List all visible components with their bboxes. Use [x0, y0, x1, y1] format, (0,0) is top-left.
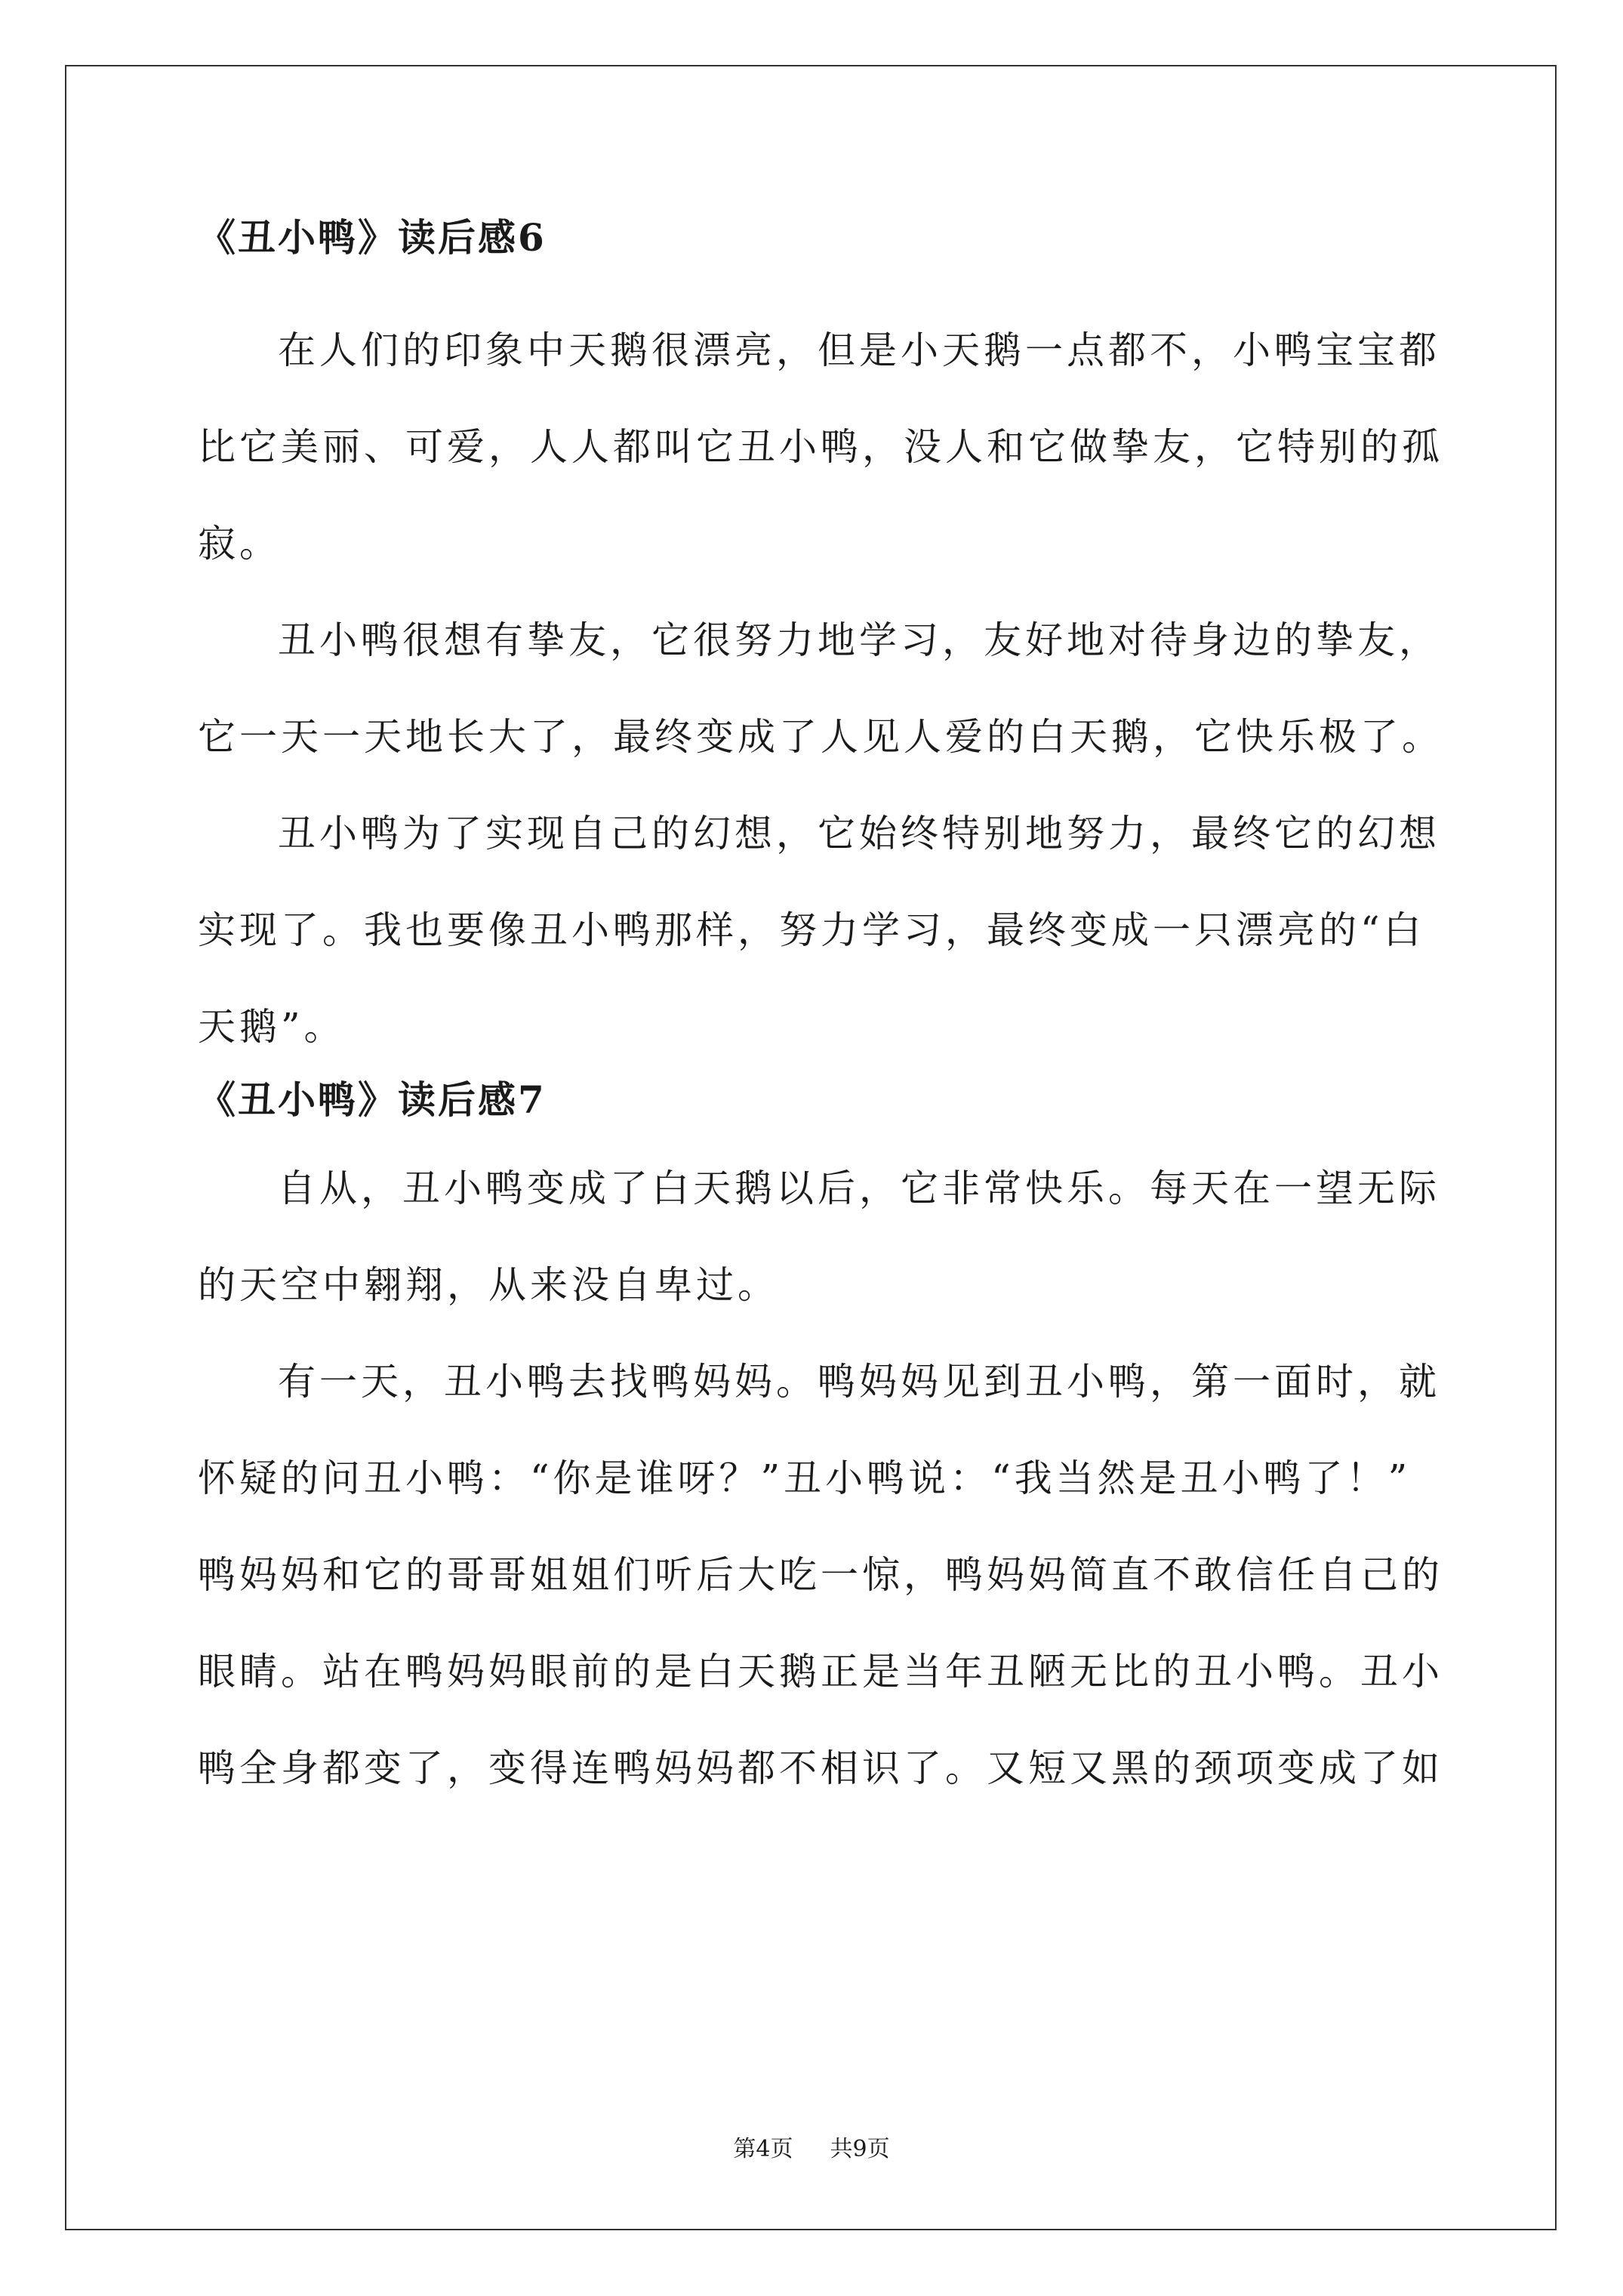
paragraph — [198, 1333, 1443, 1817]
paragraph-line: 有一天，丑小鸭去找鸭妈妈。鸭妈妈见到丑小鸭，第一面时，就 — [278, 1360, 1440, 1404]
total-pages-label: 共9页 — [830, 2136, 890, 2162]
paragraph — [198, 785, 1440, 1075]
paragraph-line: 比它美丽、可爱，人人都叫它丑小鸭，没人和它做挚友，它特别的孤 — [198, 425, 1443, 469]
paragraph-line: 鸭妈妈和它的哥哥姐姐们听后大吃一惊，鸭妈妈简直不敢信任自己的 — [198, 1553, 1443, 1597]
paragraph-line: 丑小鸭为了实现自己的幻想，它始终特别地努力，最终它的幻想 — [278, 812, 1440, 855]
page-number-label: 第4页 — [733, 2136, 793, 2162]
paragraph-line: 鸭全身都变了，变得连鸭妈妈都不相识了。又短又黑的颈项变成了如 — [198, 1746, 1443, 1790]
paragraph — [198, 592, 1443, 785]
paragraph-line: 天鹅”。 — [198, 1005, 346, 1049]
paragraph-line: 它一天一天地长大了，最终变成了人见人爱的白天鹅，它快乐极了。 — [198, 715, 1443, 759]
paragraph-line: 在人们的印象中天鹅很漂亮，但是小天鹅一点都不，小鸭宝宝都 — [278, 328, 1440, 372]
paragraph-line: 自从，丑小鸭变成了白天鹅以后，它非常快乐。每天在一望无际 — [278, 1166, 1440, 1210]
paragraph-line: 眼睛。站在鸭妈妈眼前的是白天鹅正是当年丑陋无比的丑小鸭。丑小 — [198, 1650, 1443, 1693]
paragraph-line: 寂。 — [198, 522, 281, 566]
page-footer — [0, 2137, 1623, 2162]
paragraph-line: 的天空中翱翔，从来没自卑过。 — [198, 1263, 779, 1307]
paragraph-line: 实现了。我也要像丑小鸭那样，努力学习，最终变成一只漂亮的“白 — [198, 908, 1425, 952]
section-heading: 《丑小鸭》读后感7 — [198, 1077, 547, 1122]
paragraph-line: 丑小鸭很想有挚友，它很努力地学习，友好地对待身边的挚友， — [278, 618, 1440, 662]
paragraph — [198, 302, 1443, 592]
paragraph — [198, 1140, 1440, 1333]
document-body — [198, 215, 1443, 1817]
section-heading: 《丑小鸭》读后感6 — [198, 215, 547, 260]
paragraph-line: 怀疑的问丑小鸭：“你是谁呀？”丑小鸭说：“我当然是丑小鸭了！” — [198, 1456, 1412, 1500]
